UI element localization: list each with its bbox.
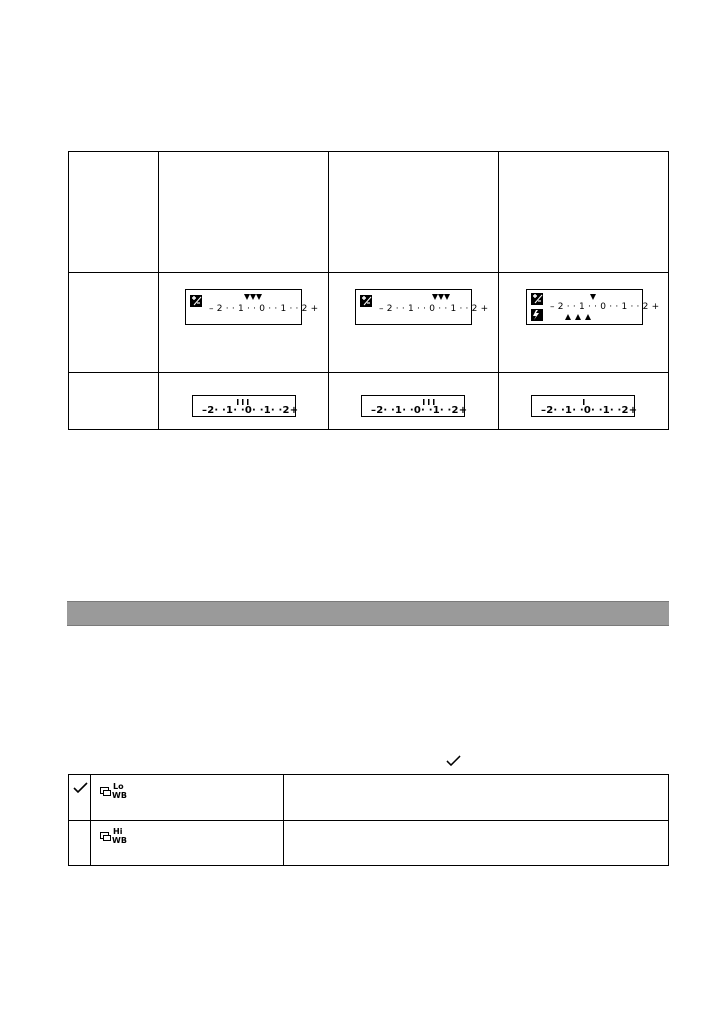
table-divider <box>69 272 668 273</box>
wb-icon-superscript: Hi <box>113 827 123 836</box>
check-mark-icon <box>72 781 90 795</box>
exposure-scale: –2· ·1· ·0· ·1· ·2+ <box>541 405 638 416</box>
exposure-scale: – 2 · · 1 · · 0 · · 1 · · 2 + <box>379 304 489 314</box>
table-divider <box>69 372 668 373</box>
wb-bracket-lo-icon[interactable] <box>100 782 128 805</box>
wb-icon-subscript: WB <box>112 836 127 845</box>
table-divider <box>158 152 159 429</box>
exposure-scale: – 2 · · 1 · · 0 · · 1 · · 2 + <box>550 302 660 312</box>
table-divider <box>328 152 329 429</box>
viewfinder-indicator-panel <box>192 395 299 417</box>
table-divider <box>69 820 668 821</box>
wb-bracket-hi-icon[interactable] <box>100 827 128 850</box>
lcd-indicator-panel <box>526 289 660 325</box>
table-divider <box>498 152 499 429</box>
exposure-scale: – 2 · · 1 · · 0 · · 1 · · 2 + <box>209 304 319 314</box>
lcd-indicator-panel <box>355 289 489 325</box>
viewfinder-indicator-panel <box>361 395 468 417</box>
exposure-bracket-table <box>68 151 669 430</box>
section-header-bar <box>67 601 669 626</box>
viewfinder-indicator-panel <box>531 395 638 417</box>
bracket-mode-icon <box>100 830 112 846</box>
exposure-scale: –2· ·1· ·0· ·1· ·2+ <box>371 405 468 416</box>
wb-icon-subscript: WB <box>112 791 127 800</box>
bracket-mode-icon <box>100 785 112 801</box>
lcd-indicator-panel <box>185 289 319 325</box>
exposure-scale: –2· ·1· ·0· ·1· ·2+ <box>202 405 299 416</box>
wb-bracket-table <box>68 774 669 866</box>
check-mark-icon <box>445 754 463 768</box>
wb-icon-superscript: Lo <box>113 782 124 791</box>
